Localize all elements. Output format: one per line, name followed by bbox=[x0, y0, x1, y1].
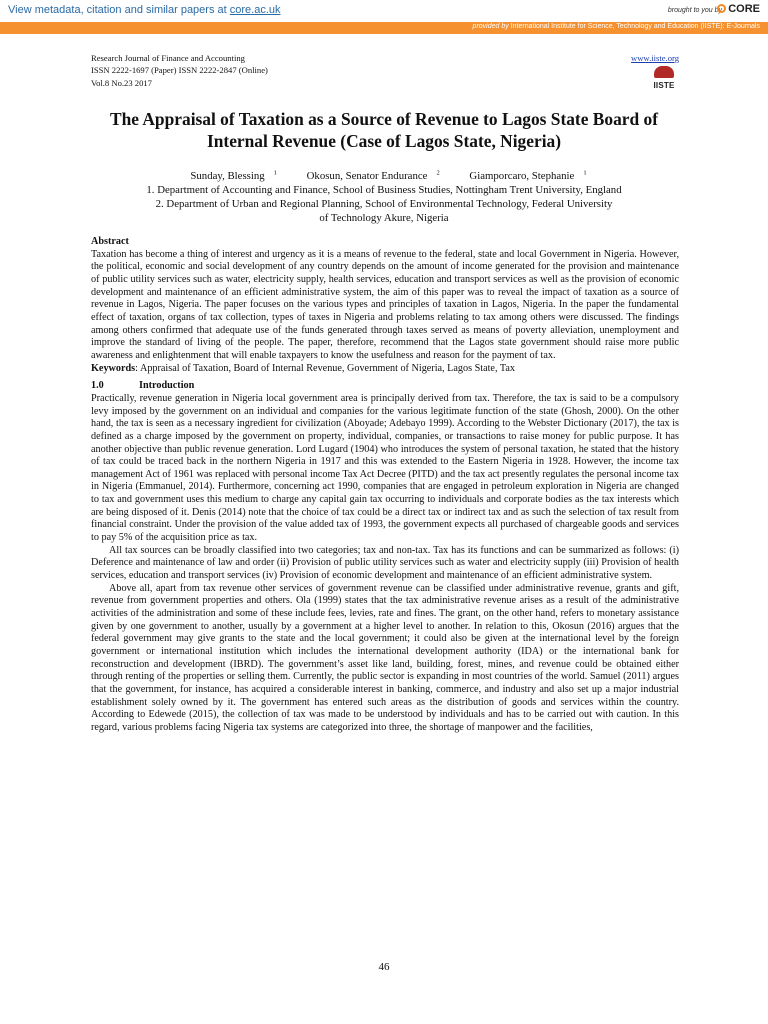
intro-paragraph-3: Above all, apart from tax revenue other services of government revenue can be classified under administrative revenue, grants and gift, revenue from government properties and others. Ola (1999) states that the tax administrative revenue arises as a result of the administrative activities of the administration and some of these include fees, levies, rate and fines. The grant, on the other hand, refers to monetary assistance given by one government to another, usually by a government at a higher level to another. In relation to this, Okosun (2016) argues that the federal government may give grants to the state and the local government; it could also be given at the international level by the foreign government or international institution which includes the international development authority (IDA) or the international bank for reconstruction and development (IBRD). The government’s asset like land, building, forest, mines, and revenue could be obtained either through renting of the properties or selling them. Currently, the public sector is expanding in most countries of the world. Samuel (2011) argues that the government, for instance, has acquired a considerable interest in banking, commerce, and industry and also set up a major industrial establishment solely owned by it. The government has entered such areas as the distribution of goods and services within the country. According to Edewede (2015), the collection of tax was made to be understood by individuals and has to be carried out with caution. In this regard, various problems facing Nigeria tax systems are categorized into three, the shortage of manpower and the facilities, bbox=[91, 582, 679, 733]
core-logo-icon bbox=[717, 4, 726, 13]
core-logo-text: CORE bbox=[728, 3, 760, 15]
iiste-logo bbox=[651, 66, 677, 92]
paper-title: The Appraisal of Taxation as a Source of Revenue to Lagos State Board of Internal Revenue (Case of Lagos State, Nigeria) bbox=[110, 109, 658, 151]
core-ac-uk-link[interactable]: core.ac.uk bbox=[229, 4, 281, 16]
core-logo[interactable] bbox=[717, 3, 760, 15]
section-title: Introduction bbox=[139, 380, 195, 392]
keywords-line bbox=[91, 363, 679, 376]
core-metadata-link[interactable] bbox=[8, 4, 281, 16]
page-number: 46 bbox=[378, 961, 390, 973]
intro-paragraph-1: Practically, revenue generation in Nigeria local government area is principally derived from tax. Therefore, the tax is said to be a compulsory levy imposed by the government on an individual and companies for the various legitimate function of the state (Ghosh, 2000). On the other hand, the tax is seen as a necessary ingredient for civilization (Aboyade; Adebayo 1999). According to the Webster Dictionary (2017), the tax is defined as a charge imposed by the government on property, individual, companies, or transactions to raise money for public purpose. It has another objective than public revenue generation. Lord Lugard (1904) who introduces the system of personal taxation, he stated that the history of tax could be traced back in the northern Nigeria in 1917 and this was extended to the Eastern Nigeria in 1928. However, the income tax management Act of 1961 was replaced with personal income Tax Act Decree (PITD) and the tax act presently regulates the personal income tax in Nigeria (Emmanuel, 2014). Furthermore, concerning act 1990, companies that are engaged in petroleum exploration in Nigeria are changed to tax and government uses this medium to charge any capital gain tax occurring to individuals and corporate bodies as the tax interests which are being disposed of it. Denis (2014) note that the choice of tax could be a direct tax or indirect tax and as such the selection of tax result from financial constraint. Under the provision of the value added tax of 1993, the government expects all purchased of chargeable goods and services to pay 5% of the acquisition price as tax. bbox=[91, 392, 679, 544]
author-3-sup: 1 bbox=[583, 169, 587, 176]
provider-name[interactable]: International Institute for Science, Technology and Education (IISTE): E-Journals bbox=[510, 23, 760, 30]
author-2-name: Okosun, Senator Endurance bbox=[306, 169, 428, 182]
author-1 bbox=[181, 170, 277, 182]
journal-url-link[interactable]: www.iiste.org bbox=[631, 53, 679, 63]
journal-volume: Vol.8 No.23 2017 bbox=[91, 77, 152, 88]
author-names bbox=[90, 166, 678, 183]
author-3 bbox=[460, 170, 586, 182]
core-banner bbox=[0, 0, 768, 23]
journal-issn: ISSN 2222-1697 (Paper) ISSN 2222-2847 (Online) bbox=[91, 65, 268, 76]
journal-header bbox=[91, 52, 679, 89]
abstract-text: Taxation has become a thing of interest and urgency as it is a means of revenue to the federal, state and local Government in Nigeria. However, the political, economic and social development of any country depends on the amount of income generated for the provision and maintenance of public utility services such as water, electricity supply, health services, education and transport services as well as the provision of economic development and maintenance of an efficient administrative system, the aim of this paper was to reveal the impact of taxation as a source of revenue in Lagos, Nigeria. The paper focuses on the various types and principles of taxation in Lagos, Nigeria. In the paper the fundamental effect of taxation, organs of tax collection, types of taxes in Nigeria and problems relating to tax among others were discussed. The findings among others confirmed that adequate use of the funds generated through taxes served as means of poverty alleviation, unemployment and improve the standard of living of the people. The paper, therefore, recommend that the Lagos state government should raise more public awareness and enlightenment that will enable taxpayers to know the usefulness and reason for the payment of tax. bbox=[91, 248, 679, 361]
iiste-logo-icon bbox=[654, 66, 674, 78]
author-1-name: Sunday, Blessing bbox=[190, 169, 265, 182]
provided-by-bar bbox=[0, 22, 768, 34]
paper-body bbox=[91, 236, 679, 735]
author-2-sup: 2 bbox=[436, 169, 440, 176]
author-3-name: Giamporcaro, Stephanie bbox=[469, 169, 575, 182]
abstract-heading: Abstract bbox=[91, 236, 129, 247]
provided-by-prefix: provided by bbox=[472, 23, 509, 30]
affiliation-1: 1. Department of Accounting and Finance, School of Business Studies, Nottingham Trent University, England bbox=[146, 183, 622, 196]
iiste-logo-text: IISTE bbox=[653, 81, 675, 90]
intro-paragraph-2: All tax sources can be broadly classified into two categories; tax and non-tax. Tax has its functions and can be summarized as follows: (i) Deference and maintenance of law and order (ii) Provision of public utility services such as water and electricity supply (iii) Provision of health services, education and transport services (iv) Provision of economic development and maintenance of an efficient administrative system. bbox=[91, 544, 679, 582]
core-view-text: View metadata, citation and similar papers at bbox=[8, 4, 230, 16]
provided-by-text bbox=[473, 23, 760, 30]
author-block bbox=[90, 166, 678, 225]
section-heading bbox=[91, 380, 679, 393]
section-number: 1.0 bbox=[91, 380, 104, 392]
journal-name: Research Journal of Finance and Accounting bbox=[91, 53, 245, 63]
brought-to-you-text: brought to you by bbox=[667, 7, 722, 14]
keywords-list: : Appraisal of Taxation, Board of Internal Revenue, Government of Nigeria, Lagos State, Tax bbox=[135, 362, 515, 374]
author-1-sup: 1 bbox=[273, 169, 277, 176]
author-2 bbox=[298, 170, 440, 182]
affiliation-2: 2. Department of Urban and Regional Planning, School of Environmental Technology, Federal University of Technology Akure, Nigeria bbox=[155, 198, 613, 225]
keywords-label: Keywords bbox=[91, 362, 136, 374]
